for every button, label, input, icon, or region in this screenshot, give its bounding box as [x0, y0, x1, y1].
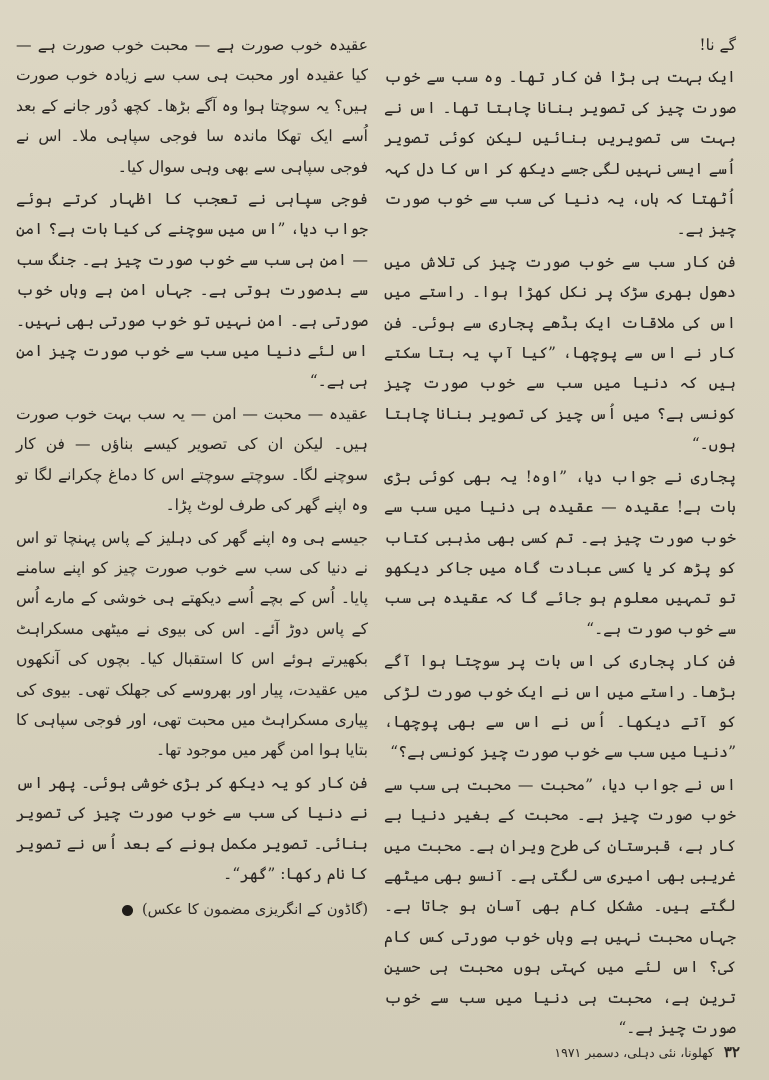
paragraph-right-5: فن کار پجاری کی اس بات پر سوچتا ہوا آگے بڑھا۔ راستے میں اس نے ایک خوب صورت لڑکی کو آتے دیکھا۔ اُس نے اس سے بھی پوچھا، ”دنیا میں سب سے خوب صورت چیز کونسی ہے؟“	[384, 652, 736, 762]
left-column	[16, 30, 368, 926]
right-column	[384, 30, 736, 1043]
paragraph-right-6: اس نے جواب دیا، ”محبت — محبت ہی سب سے خوب صورت چیز ہے۔ محبت کے بغیر دنیا بے کار ہے، قبرستان کی طرح ویران ہے۔ محبت میں غریبی بھی امیری سی لگتی ہے۔ آنسو بھی میٹھے لگتے ہیں۔ مشکل کام بھی آسان ہو جاتا ہے۔ جہاں محبت نہیں ہے وہاں خوب صورتی کس کام کی؟ اس لئے میں کہتی ہوں محبت ہی حسین ترین ہے، محبت ہی دنیا میں سب سے خوب صورت چیز ہے۔“	[384, 775, 736, 1037]
paragraph-left-5: فن کار کو یہ دیکھ کر بڑی خوشی ہوئی۔ پھر اس نے دنیا کی سب سے خوب صورت چیز کی تصویر بنائی۔ تصویر مکمل ہونے کے بعد اُس نے تصویر کا نام رکھا: ”گھر“۔	[16, 773, 368, 883]
paragraph-right-1: گے نا!	[699, 36, 736, 54]
page-footer	[540, 1044, 740, 1061]
credit-text: (گاڈون کے انگریزی مضمون کا عکس)	[142, 902, 368, 919]
paragraph-right-3: فن کار سب سے خوب صورت چیز کی تلاش میں دھول بھری سڑک پر نکل کھڑا ہوا۔ راستے میں اس کی ملاقات ایک بڈھے پجاری سے ہوئی۔ فن کار نے اس سے پوچھا، ”کیا آپ یہ بتا سکتے ہیں کہ دنیا میں سب سے خوب صورت چیز کونسی ہے؟ میں اُس چیز کی تصویر بنانا چاہتا ہوں۔“	[384, 252, 736, 454]
page-number: ۳۲	[723, 1043, 740, 1061]
paragraph-left-3: عقیدہ — محبت — امن — یہ سب بہت خوب صورت ہیں۔ لیکن ان کی تصویر کیسے بناؤں — فن کار سوچنے لگا۔ سوچتے سوچتے اس کا دماغ چکرانے لگا تو وہ اپنے گھر کی طرف لوٹ پڑا۔	[16, 404, 368, 515]
bullet-dot-icon	[122, 905, 133, 916]
source-credit	[16, 895, 368, 925]
paragraph-right-2: ایک بہت ہی بڑا فن کار تھا۔ وہ سب سے خوب صورت چیز کی تصویر بنانا چاہتا تھا۔ اس نے بہت سی تصویریں بنائیں لیکن کوئی تصویر اُسے ایسی نہیں لگی جسے دیکھ کر اس کا دل کہہ اُٹھتا کہ ہاں، یہ دنیا کی سب سے خوب صورت چیز ہے۔	[384, 68, 736, 239]
paragraph-left-4: جیسے ہی وہ اپنے گھر کی دہلیز کے پاس پہنچا تو اس نے دنیا کی سب سے خوب صورت چیز کو اپنے سامنے پایا۔ اُس کے بچے اُسے دیکھتے ہی خوشی کے مارے اُس کے پاس دوڑ آئے۔ اس کی بیوی نے میٹھی مسکراہٹ بکھیرتے ہوئے اس کا استقبال کیا۔ بچوں کی آنکھوں میں عقیدت، پیار اور بھروسے کی جھلک تھی۔ بیوی کی پیاری مسکراہٹ میں محبت تھی، اور فوجی سپاہی کا بتایا ہوا امن گھر میں موجود تھا۔	[16, 528, 368, 760]
issue-info: کھلونا، نئی دہلی، دسمبر ۱۹۷۱	[554, 1045, 714, 1060]
paragraph-left-2: فوجی سپاہی نے تعجب کا اظہار کرتے ہوئے جواب دیا، ”اس میں سوچنے کی کیا بات ہے؟ امن — امن ہی سب سے خوب صورت چیز ہے۔ جنگ سب سے بدصورت ہوتی ہے۔ جہاں امن ہے وہاں خوب صورتی ہے۔ امن نہیں تو خوب صورتی بھی نہیں۔ اس لئے دنیا میں سب سے خوب صورت چیز امن ہی ہے۔“	[16, 190, 368, 391]
paragraph-left-1: عقیدہ خوب صورت ہے — محبت خوب صورت ہے — کیا عقیدہ اور محبت ہی سب سے زیادہ خوب صورت ہیں؟ یہ سوچتا ہوا وہ آگے بڑھا۔ کچھ دُور جانے کے بعد اُسے ایک تھکا ماندہ سا فوجی سپاہی ملا۔ اس نے فوجی سپاہی سے بھی وہی سوال کیا۔	[16, 36, 368, 176]
paragraph-right-4: پجاری نے جواب دیا، ”اوہ! یہ بھی کوئی بڑی بات ہے! عقیدہ — عقیدہ ہی دنیا میں سب سے خوب صورت چیز ہے۔ تم کسی بھی مذہبی کتاب کو پڑھ کر یا کسی عبادت گاہ میں جاکر دیکھو تو تمہیں معلوم ہو جائے گا کہ عقیدہ ہی سب سے خوب صورت ہے۔“	[384, 467, 736, 638]
